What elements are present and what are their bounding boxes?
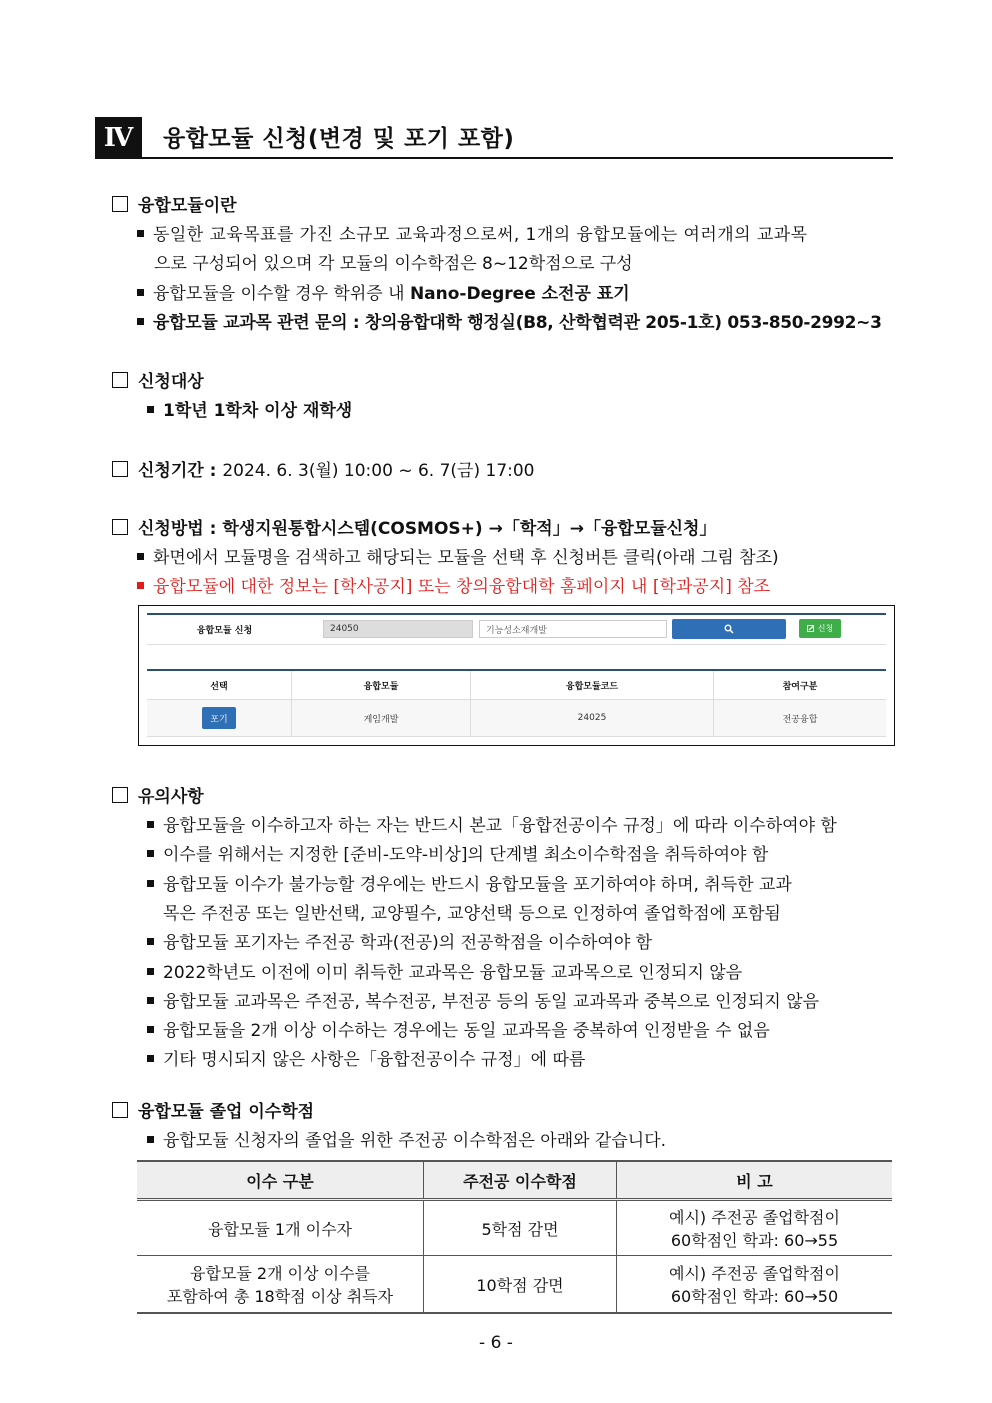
section-heading-about: [112, 191, 237, 216]
participation-cell: 전공융합: [782, 714, 818, 725]
credits-cell: 5학점 감면: [424, 1200, 617, 1256]
period-value: 2024. 6. 3(월) 10:00 ~ 6. 7(금) 17:00: [222, 461, 535, 481]
search-button[interactable]: [672, 619, 786, 639]
separator: [147, 644, 886, 645]
list-item-text: 융합모듈을 이수하고자 하는 자는 반드시 본교「융합전공이수 규정」에 따라 이수하여야 함: [163, 816, 837, 836]
about-bullet-3: [137, 308, 882, 333]
target-bullet-1: [147, 396, 352, 421]
give-up-button[interactable]: 포기: [202, 707, 236, 729]
category-cell: [137, 1200, 424, 1256]
method-bullet-1: [137, 543, 779, 568]
square-bullet-icon: [137, 582, 144, 589]
square-bullet-icon: [147, 821, 154, 828]
apply-button-label: 신청: [817, 624, 834, 633]
section-heading-credits: [112, 1097, 314, 1122]
credits-table: [137, 1160, 892, 1314]
credits-table-header: [137, 1161, 892, 1200]
section-heading-text: 신청대상: [138, 372, 204, 392]
list-item-text: 융합모듈 포기자는 주전공 학과(전공)의 전공학점을 이수하여야 함: [163, 933, 653, 953]
category-line-1: 융합모듈 2개 이상 이수를: [190, 1264, 370, 1283]
square-bullet-icon: [137, 553, 144, 560]
checkbox-square-icon: [112, 787, 128, 803]
about-bullet-2: [137, 279, 630, 304]
list-item: [147, 840, 768, 865]
list-item: [147, 928, 652, 953]
about-bullet-1-cont: 으로 구성되어 있으며 각 모듈의 이수학점은 8~12학점으로 구성: [154, 254, 633, 274]
checkbox-square-icon: [112, 196, 128, 212]
bullet-text: 융합모듈에 대한 정보는 [학사공지] 또는 창의융합대학 홈페이지 내 [학과공지] 참조: [153, 577, 771, 597]
list-item-text: 이수를 위해서는 지정한 [준비-도약-비상]의 단계별 최소이수학점을 취득하여야 함: [163, 845, 769, 865]
remarks-line-2: 60학점인 학과: 60→50: [670, 1287, 839, 1306]
square-bullet-icon: [147, 880, 154, 887]
col-credits: 주전공 이수학점: [424, 1161, 617, 1200]
square-bullet-icon: [147, 938, 154, 945]
category-cell: [137, 1256, 424, 1314]
table-row: [137, 1200, 892, 1256]
module-code-cell: 24025: [471, 700, 714, 736]
col-module-code: 융합모듈코드: [471, 671, 714, 699]
module-code-input[interactable]: 24050: [323, 620, 473, 638]
section-heading-text: 융합모듈이란: [138, 196, 237, 216]
remarks-cell: [617, 1200, 893, 1256]
bullet-text: 동일한 교육목표를 가진 소규모 교육과정으로써, 1개의 융합모듈에는 여러개의 교과목: [153, 225, 808, 245]
method-bullet-2: [137, 572, 770, 597]
checkbox-square-icon: [112, 519, 128, 535]
section-heading-text: 신청방법 : 학생지원통합시스템(COSMOS+) →「학적」→「융합모듈신청」: [138, 519, 717, 539]
list-item: [147, 1045, 585, 1070]
category-line-2: 포함하여 총 18학점 이상 취득자: [166, 1287, 394, 1306]
section-heading-text: 유의사항: [138, 787, 204, 807]
list-item: [147, 958, 742, 983]
col-module: 융합모듈: [292, 671, 471, 699]
list-item-text: 융합모듈을 2개 이상 이수하는 경우에는 동일 교과목을 중복하여 인정받을 수 없음: [163, 1021, 770, 1041]
list-item-text: 2022학년도 이전에 이미 취득한 교과목은 융합모듈 교과목으로 인정되지 않음: [163, 963, 743, 983]
square-bullet-icon: [137, 318, 144, 325]
remarks-line-1: 예시) 주전공 졸업학점이: [669, 1208, 840, 1227]
search-icon: [724, 624, 734, 634]
category-text: 융합모듈 1개 이수자: [208, 1219, 352, 1239]
square-bullet-icon: [147, 1055, 154, 1062]
page-title: 융합모듈 신청(변경 및 포기 포함): [163, 126, 515, 152]
checkbox-square-icon: [112, 372, 128, 388]
square-bullet-icon: [137, 289, 144, 296]
list-item: [147, 870, 792, 895]
section-heading-period: [112, 456, 535, 481]
apply-button[interactable]: [799, 619, 841, 638]
square-bullet-icon: [147, 997, 154, 1004]
col-category: 이수 구분: [137, 1161, 424, 1200]
list-item-text: 융합모듈 이수가 불가능할 경우에는 반드시 융합모듈을 포기하여야 하며, 취득한 교과: [163, 875, 792, 895]
square-bullet-icon: [147, 850, 154, 857]
checkbox-square-icon: [112, 1102, 128, 1118]
credits-bullet-1: [147, 1126, 666, 1151]
square-bullet-icon: [147, 1136, 154, 1143]
bullet-text: 융합모듈을 이수할 경우 학위증 내: [153, 284, 410, 304]
table-row: [147, 700, 886, 737]
list-item-text: 기타 명시되지 않은 사항은「융합전공이수 규정」에 따름: [163, 1050, 586, 1070]
square-bullet-icon: [147, 968, 154, 975]
checkbox-square-icon: [112, 461, 128, 477]
remarks-cell: [617, 1256, 893, 1314]
remarks-line-1: 예시) 주전공 졸업학점이: [669, 1264, 840, 1283]
screen-label: 융합모듈 신청: [196, 626, 253, 636]
list-item-text: 융합모듈 교과목은 주전공, 복수전공, 부전공 등의 동일 교과목과 중복으로 인정되지 않음: [163, 992, 820, 1012]
remarks-line-2: 60학점인 학과: 60→55: [670, 1231, 839, 1250]
title-underline: [95, 157, 893, 159]
section-heading-method: [112, 514, 716, 539]
section-heading-text: 융합모듈 졸업 이수학점: [138, 1102, 315, 1122]
bullet-text: 화면에서 모듈명을 검색하고 해당되는 모듈을 선택 후 신청버튼 클릭(아래 그림 참조): [153, 548, 779, 568]
application-screenshot: [138, 605, 895, 746]
credits-cell: 10학점 감면: [424, 1256, 617, 1314]
module-cell: 게임개발: [292, 700, 471, 736]
section-number: Ⅳ: [103, 123, 134, 153]
list-item: [147, 987, 819, 1012]
section-heading-target: [112, 367, 204, 392]
select-cell: [147, 700, 292, 736]
list-item: [147, 811, 837, 836]
list-item: [147, 1016, 770, 1041]
bullet-text: 융합모듈 신청자의 졸업을 위한 주전공 이수학점은 아래와 같습니다.: [163, 1131, 667, 1151]
col-select: 선택: [147, 671, 292, 699]
square-bullet-icon: [147, 406, 154, 413]
col-remarks: 비 고: [617, 1161, 893, 1200]
section-heading-notes: [112, 782, 204, 807]
table-row: [137, 1256, 892, 1314]
section-heading-text: 신청기간 :: [138, 461, 217, 481]
bullet-text: 융합모듈 교과목 관련 문의 : 창의융합대학 행정실(B8, 산학협력관 205-1호) 053-850-2992~3: [153, 313, 882, 333]
module-name-input[interactable]: 기능성소재개발: [479, 620, 667, 638]
page-number: - 6 -: [479, 1333, 513, 1353]
square-bullet-icon: [147, 1026, 154, 1033]
about-bullet-1: [137, 220, 894, 245]
bullet-text: 1학년 1학차 이상 재학생: [163, 401, 353, 421]
square-bullet-icon: [137, 230, 144, 237]
edit-icon: [807, 625, 815, 633]
section-number-box: [95, 117, 142, 159]
list-item-cont: 목은 주전공 또는 일반선택, 교양필수, 교양선택 등으로 인정하여 졸업학점에 포함됨: [163, 904, 781, 924]
module-table-header: [147, 671, 886, 700]
col-participation: 참여구분: [782, 681, 818, 692]
bullet-bold-text: Nano-Degree 소전공 표기: [409, 284, 630, 304]
